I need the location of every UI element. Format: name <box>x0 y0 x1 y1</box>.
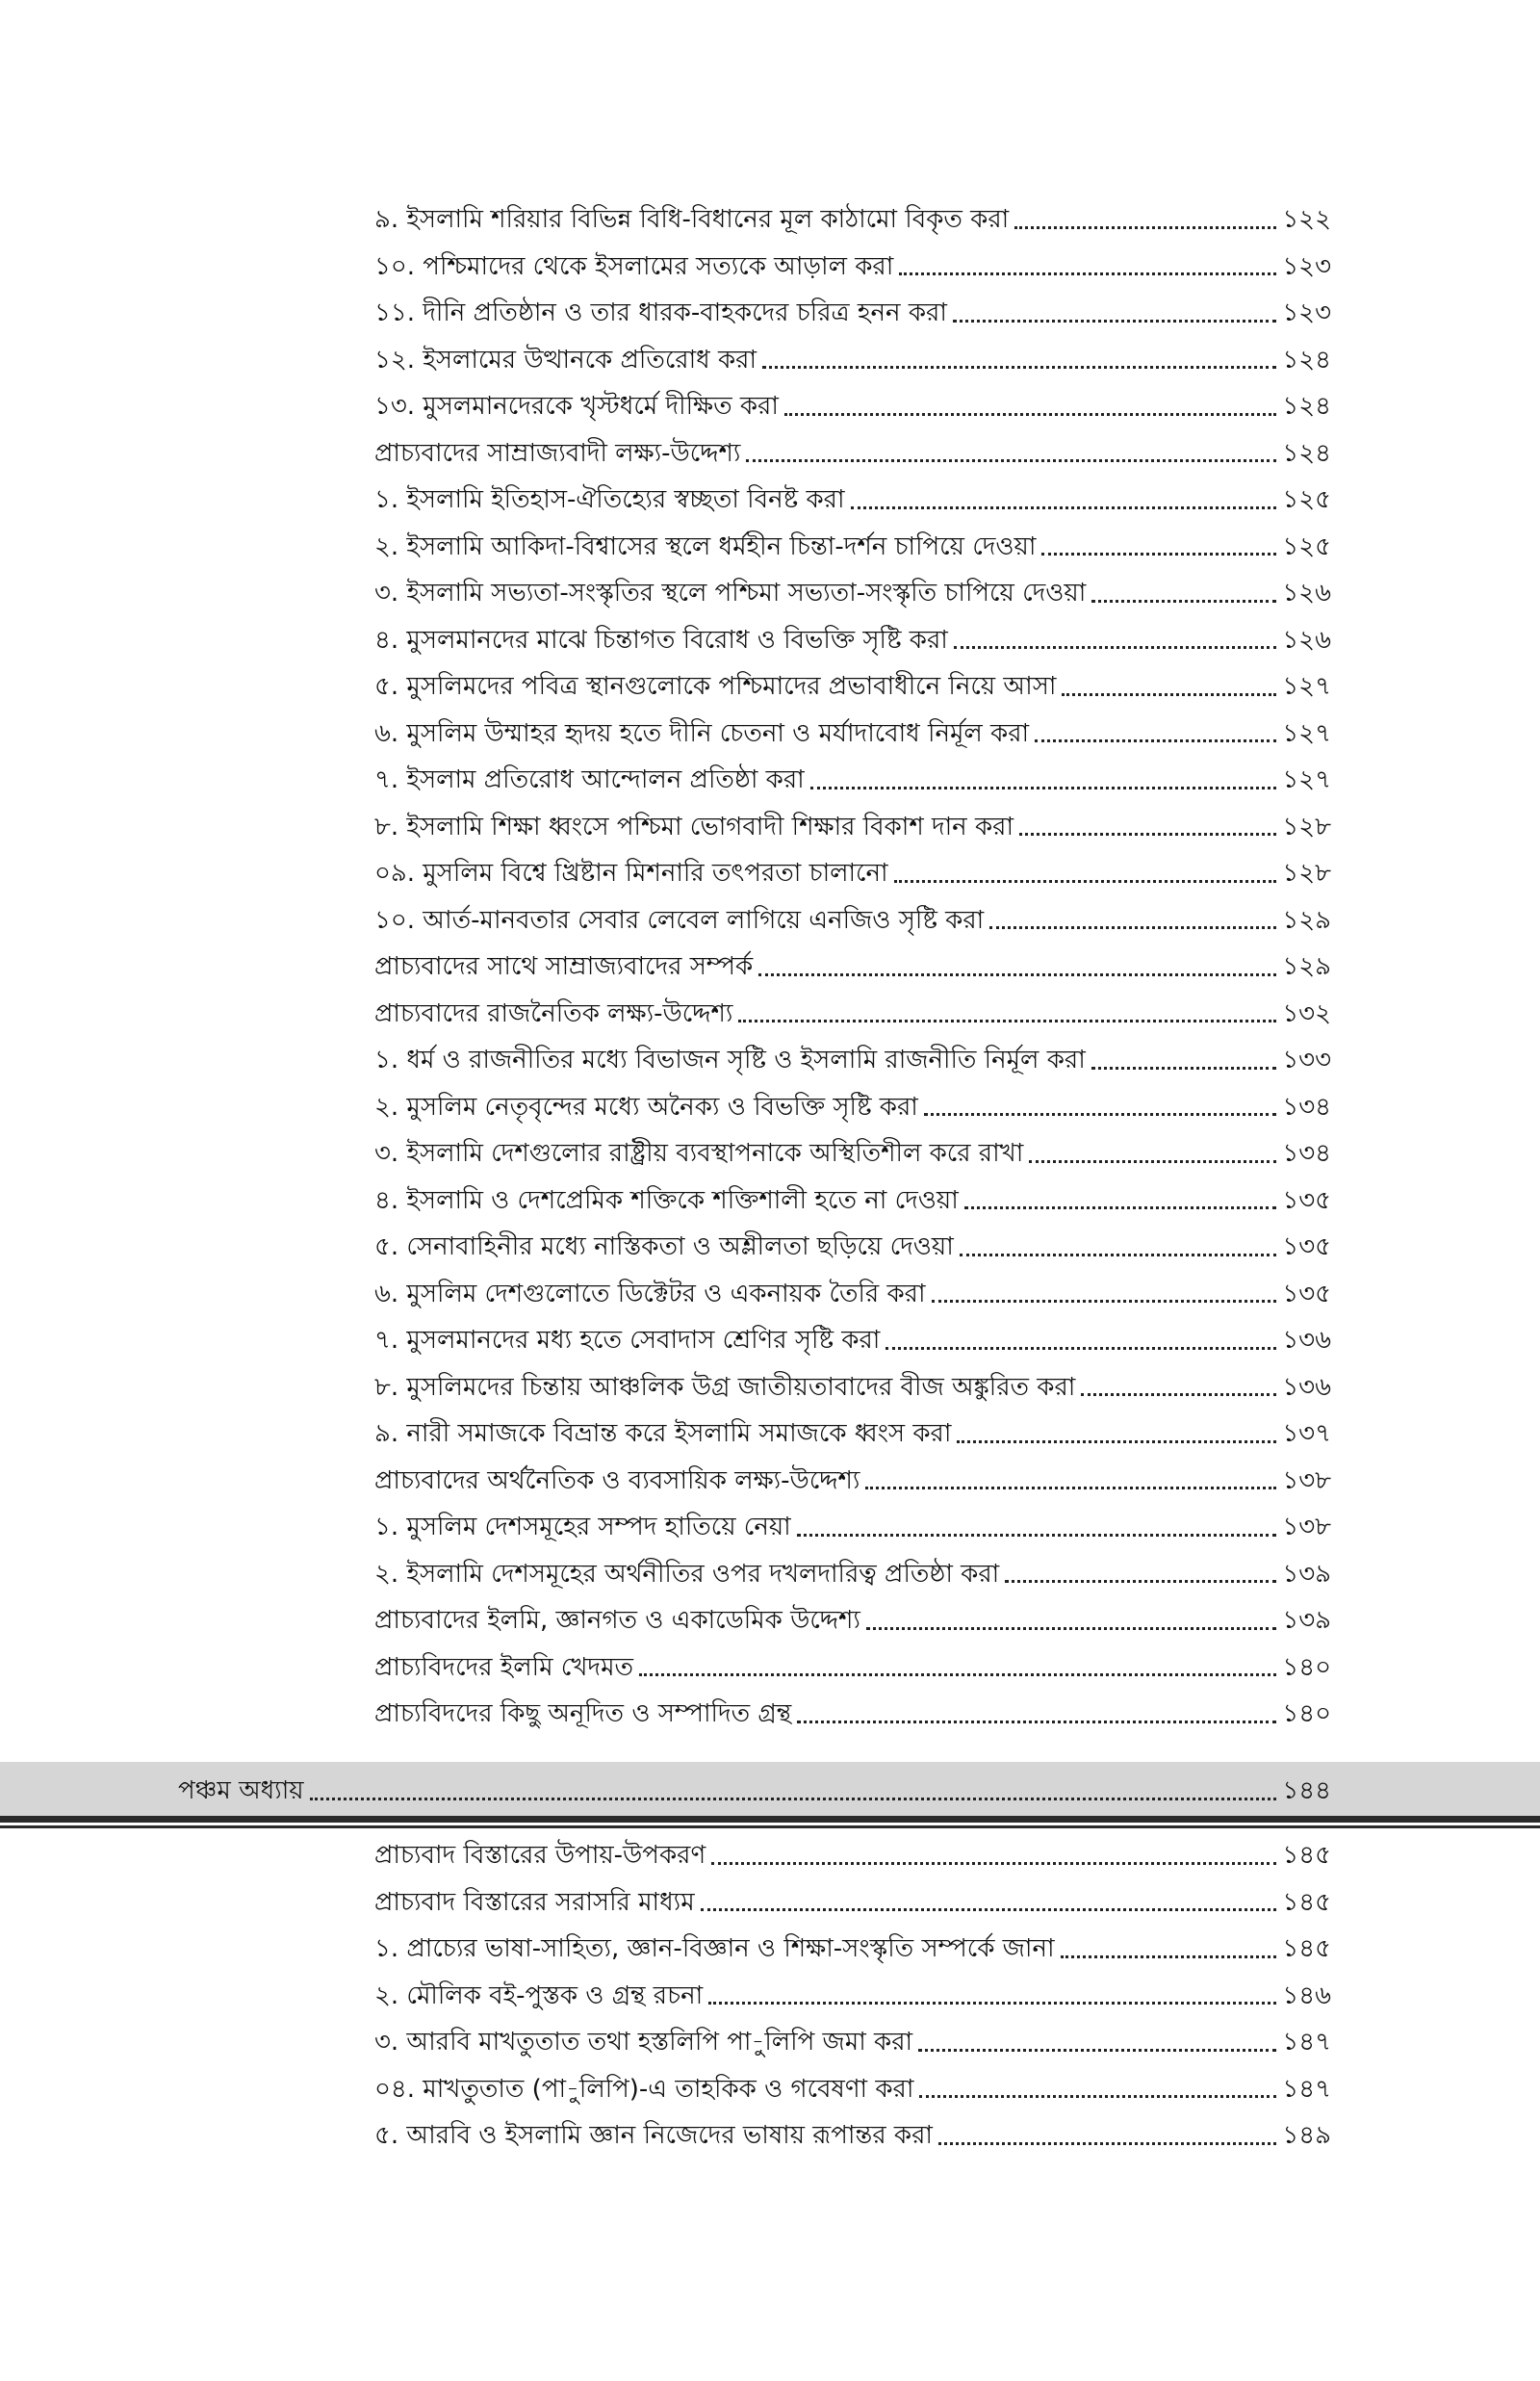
dot-leader <box>784 413 1276 416</box>
toc-entry-title: ১. প্রাচ্যের ভাষা-সাহিত্য, জ্ঞান-বিজ্ঞান ও শিক্ষা-সংস্কৃতি সম্পর্কে জানা <box>374 1934 1055 1963</box>
toc-entry-title: ৭. ইসলাম প্রতিরোধ আন্দোলন প্রতিষ্ঠা করা <box>374 765 805 794</box>
toc-entry-page-number: ১২৬ <box>1282 579 1331 608</box>
toc-entry[interactable] <box>374 1130 1331 1178</box>
toc-entry-title: ০৪. মাখতুতাত (পা-ুলিপি)-এ তাহকিক ও গবেষণা করা <box>374 2074 914 2104</box>
toc-entry[interactable] <box>374 1551 1331 1598</box>
toc-entry-page-number: ১৪৫ <box>1282 1841 1331 1870</box>
toc-entry[interactable] <box>374 337 1331 384</box>
toc-entry-page-number: ১২৬ <box>1282 625 1331 655</box>
toc-entry-page-number: ১৩৩ <box>1282 1046 1331 1074</box>
dot-leader <box>1005 1580 1276 1583</box>
toc-entry-title: ৫. মুসলিমদের পবিত্র স্থানগুলোকে পশ্চিমাদের প্রভাবাধীনে নিয়ে আসা <box>374 672 1057 701</box>
dot-leader <box>960 1254 1277 1256</box>
toc-entry-title: ৩. ইসলামি দেশগুলোর রাষ্ট্রীয় ব্যবস্থাপনাকে অস্থিতিশীল করে রাখা <box>374 1139 1024 1168</box>
toc-entry[interactable] <box>374 290 1331 337</box>
dot-leader <box>1041 553 1276 556</box>
toc-entry-title: ৭. মুসলমানদের মধ্য হতে সেবাদাস শ্রেণির সৃষ্টি করা <box>374 1326 881 1355</box>
toc-entry-title: ২. মুসলিম নেতৃবৃন্দের মধ্যে অনৈক্য ও বিভক্তি সৃষ্টি করা <box>374 1092 918 1122</box>
toc-entry-page-number: ১২৯ <box>1282 905 1331 935</box>
toc-entry-page-number: ১২৮ <box>1282 812 1331 841</box>
dot-leader <box>1091 600 1276 603</box>
toc-entry[interactable] <box>374 663 1331 711</box>
toc-entry-title: ০৯. মুসলিম বিশ্বে খ্রিষ্টান মিশনারি তৎপরতা চালানো <box>374 859 888 888</box>
toc-entry[interactable] <box>374 383 1331 430</box>
toc-entry-page-number: ১২৪ <box>1282 345 1331 375</box>
toc-entry-page-number: ১৩৫ <box>1282 1279 1331 1308</box>
toc-entry-title: ৯. ইসলামি শরিয়ার বিভিন্ন বিধি-বিধানের মূল কাঠামো বিকৃত করা <box>374 205 1010 234</box>
toc-entry-title: ৮. ইসলামি শিক্ষা ধ্বংসে পশ্চিমা ভোগবাদী শিক্ষার বিকাশ দান করা <box>374 812 1014 841</box>
dot-leader <box>954 646 1276 649</box>
toc-entry-title: ৯. নারী সমাজকে বিভ্রান্ত করে ইসলামি সমাজকে ধ্বংস করা <box>374 1419 952 1448</box>
dot-leader <box>957 1440 1276 1443</box>
toc-entry-title: ৫. সেনাবাহিনীর মধ্যে নাস্তিকতা ও অশ্লীলতা ছড়িয়ে দেওয়া <box>374 1232 954 1261</box>
toc-entry-title: ১০. আর্ত-মানবতার সেবার লেবেল লাগিয়ে এনজিও সৃষ্টি করা <box>374 905 985 935</box>
toc-entry[interactable] <box>374 430 1331 478</box>
toc-entry-page-number: ১২৪ <box>1282 438 1331 468</box>
dot-leader <box>918 2049 1276 2052</box>
toc-entry-title: ৫. আরবি ও ইসলামি জ্ঞান নিজেদের ভাষায় রূপান্তর করা <box>374 2121 933 2150</box>
toc-entry-page-number: ১২৭ <box>1282 765 1331 794</box>
toc-entry-title: ১. ধর্ম ও রাজনীতির মধ্যে বিভাজন সৃষ্টি ও ইসলামি রাজনীতি নির্মূল করা <box>374 1046 1086 1074</box>
toc-entry-title: ৬. মুসলিম উম্মাহর হৃদয় হতে দীনি চেতনা ও মর্যাদাবোধ নির্মূল করা <box>374 718 1030 748</box>
dot-leader <box>932 1300 1277 1303</box>
dot-leader <box>797 1721 1276 1723</box>
toc-entry-page-number: ১৪০ <box>1282 1652 1331 1682</box>
chapter-divider-thin <box>0 1825 1540 1828</box>
toc-entry[interactable] <box>374 2112 1331 2160</box>
chapter-page-number: ১৪৪ <box>1282 1776 1331 1805</box>
dot-leader <box>866 1627 1276 1630</box>
toc-entry[interactable] <box>374 570 1331 617</box>
dot-leader <box>894 880 1277 883</box>
toc-entry-page-number: ১২৫ <box>1282 531 1331 561</box>
toc-entry[interactable] <box>374 1879 1331 1927</box>
toc-entry-title: ১২. ইসলামের উত্থানকে প্রতিরোধ করা <box>374 345 757 375</box>
toc-entry-title: ১০. পশ্চিমাদের থেকে ইসলামের সত্যকে আড়াল করা <box>374 251 894 281</box>
dot-leader <box>1062 693 1276 696</box>
toc-entry[interactable] <box>374 1597 1331 1644</box>
dot-leader <box>708 2002 1276 2005</box>
chapter-divider-thick <box>0 1816 1540 1823</box>
toc-entry[interactable] <box>374 991 1331 1038</box>
toc-entry-title: ১. মুসলিম দেশসমূহের সম্পদ হাতিয়ে নেয়া <box>374 1513 791 1541</box>
toc-entry-page-number: ১৪৭ <box>1282 2028 1331 2057</box>
toc-entry[interactable] <box>374 1037 1331 1084</box>
toc-entry-title: ৩. আরবি মাখতুতাত তথা হস্তলিপি পা-ুলিপি জমা করা <box>374 2028 913 2057</box>
toc-entry-title: ৪. মুসলমানদের মাঝে চিন্তাগত বিরোধ ও বিভক্তি সৃষ্টি করা <box>374 625 948 655</box>
toc-entry-title: ৩. ইসলামি সভ্যতা-সংস্কৃতির স্থলে পশ্চিমা সভ্যতা-সংস্কৃতি চাপিয়ে দেওয়া <box>374 579 1087 608</box>
toc-entry-title: ২. ইসলামি দেশসমূহের অর্থনীতির ওপর দখলদারিত্ব প্রতিষ্ঠা করা <box>374 1559 1000 1589</box>
toc-entry[interactable] <box>374 711 1331 758</box>
toc-entry-title: ৮. মুসলিমদের চিন্তায় আঞ্চলিক উগ্র জাতীয়তাবাদের বীজ অঙ্কুরিত করা <box>374 1372 1076 1402</box>
toc-entry[interactable] <box>374 617 1331 664</box>
toc-entry[interactable] <box>374 477 1331 524</box>
dot-leader <box>919 2095 1276 2098</box>
toc-entry[interactable] <box>374 1410 1331 1458</box>
toc-entry-title: ১. ইসলামি ইতিহাস-ঐতিহ্যের স্বচ্ছতা বিনষ্ট করা <box>374 485 845 514</box>
dot-leader <box>310 1798 1277 1800</box>
dot-leader <box>1029 1160 1276 1163</box>
toc-entry-page-number: ১৩৬ <box>1282 1326 1331 1355</box>
toc-entry-title: প্রাচ্যবাদ বিস্তারের উপায়-উপকরণ <box>374 1841 706 1870</box>
dot-leader <box>738 1020 1276 1022</box>
dot-leader <box>851 506 1277 509</box>
dot-leader <box>1061 1955 1277 1958</box>
toc-entry-page-number: ১৩৮ <box>1282 1513 1331 1541</box>
toc-entry[interactable] <box>374 2066 1331 2113</box>
dot-leader <box>1035 739 1276 742</box>
toc-entry[interactable] <box>374 1644 1331 1692</box>
toc-entry[interactable] <box>374 1224 1331 1271</box>
toc-entry-title: প্রাচ্যবাদের রাজনৈতিক লক্ষ্য-উদ্দেশ্য <box>374 998 733 1028</box>
toc-entry[interactable] <box>374 804 1331 851</box>
dot-leader <box>810 787 1277 789</box>
toc-entry-page-number: ১৪৫ <box>1282 1887 1331 1917</box>
toc-entry[interactable] <box>374 1458 1331 1505</box>
toc-entry-title: প্রাচ্যবিদদের ইলমি খেদমত <box>374 1652 634 1682</box>
toc-entry[interactable] <box>374 196 1331 244</box>
toc-entry-page-number: ১৩২ <box>1282 998 1331 1028</box>
dot-leader <box>989 926 1276 929</box>
dot-leader <box>758 973 1276 976</box>
dot-leader <box>899 272 1276 275</box>
dot-leader <box>865 1487 1276 1489</box>
toc-entry-page-number: ১৩৮ <box>1282 1465 1331 1495</box>
toc-entry[interactable] <box>374 1178 1331 1225</box>
toc-entry-page-number: ১৪৬ <box>1282 1980 1331 2010</box>
toc-entry[interactable] <box>374 1364 1331 1411</box>
toc-entry-page-number: ১৩৬ <box>1282 1372 1331 1402</box>
toc-entry-page-number: ১২৫ <box>1282 485 1331 514</box>
toc-entry-title: ৪. ইসলামি ও দেশপ্রেমিক শক্তিকে শক্তিশালী হতে না দেওয়া <box>374 1185 959 1215</box>
dot-leader <box>711 1862 1276 1865</box>
toc-entry-title: ১৩. মুসলমানদেরকে খৃস্টধর্মে দীক্ষিত করা <box>374 392 779 421</box>
toc-entry-page-number: ১২৭ <box>1282 672 1331 701</box>
dot-leader <box>1019 833 1276 836</box>
dot-leader <box>639 1673 1276 1676</box>
toc-list-bottom <box>374 1832 1331 2160</box>
toc-entry-page-number: ১৩৯ <box>1282 1606 1331 1635</box>
toc-entry[interactable] <box>374 1691 1331 1738</box>
dot-leader <box>1014 226 1276 229</box>
dot-leader <box>938 2142 1276 2145</box>
toc-list-top <box>374 196 1331 1738</box>
toc-entry-title: প্রাচ্যবাদের সাম্রাজ্যবাদী লক্ষ্য-উদ্দেশ্য <box>374 438 741 468</box>
toc-entry-page-number: ১৩৯ <box>1282 1559 1331 1589</box>
toc-entry-title: ৬. মুসলিম দেশগুলোতে ডিক্টেটর ও একনায়ক তৈরি করা <box>374 1279 926 1308</box>
toc-entry-page-number: ১৪৫ <box>1282 1934 1331 1963</box>
toc-entry[interactable] <box>374 1832 1331 1879</box>
toc-entry-title: প্রাচ্যবাদের সাথে সাম্রাজ্যবাদের সম্পর্ক <box>374 952 754 981</box>
toc-entry-page-number: ১২৩ <box>1282 298 1331 327</box>
dot-leader <box>1081 1393 1276 1396</box>
toc-entry-title: প্রাচ্যবাদের ইলমি, জ্ঞানগত ও একাডেমিক উদ্দেশ্য <box>374 1606 860 1635</box>
toc-entry-page-number: ১৩৪ <box>1282 1139 1331 1168</box>
toc-entry[interactable] <box>374 2019 1331 2066</box>
dot-leader <box>1091 1067 1277 1070</box>
toc-entry-title: ২. মৌলিক বই-পুস্তক ও গ্রন্থ রচনা <box>374 1980 704 2010</box>
dot-leader <box>924 1113 1277 1116</box>
toc-entry-page-number: ১৩৫ <box>1282 1232 1331 1261</box>
toc-entry-page-number: ১৪৯ <box>1282 2121 1331 2150</box>
toc-entry-page-number: ১৪৭ <box>1282 2074 1331 2104</box>
toc-entry-page-number: ১২২ <box>1282 205 1331 234</box>
dot-leader <box>701 1908 1277 1911</box>
dot-leader <box>762 366 1276 369</box>
toc-entry-title: প্রাচ্যবিদদের কিছু অনূদিত ও সম্পাদিত গ্রন্থ <box>374 1699 792 1728</box>
toc-entry-page-number: ১৩৭ <box>1282 1419 1331 1448</box>
dot-leader <box>886 1347 1276 1350</box>
toc-entry-page-number: ১২৮ <box>1282 859 1331 888</box>
dot-leader <box>797 1534 1277 1537</box>
toc-entry-page-number: ১২৩ <box>1282 251 1331 281</box>
toc-entry[interactable] <box>374 1084 1331 1131</box>
toc-entry[interactable] <box>374 244 1331 291</box>
toc-entry-title: প্রাচ্যবাদ বিস্তারের সরাসরি মাধ্যম <box>374 1887 695 1917</box>
toc-entry[interactable] <box>374 897 1331 945</box>
toc-entry[interactable] <box>374 1973 1331 2020</box>
toc-entry[interactable] <box>374 850 1331 897</box>
toc-entry-page-number: ১৩৪ <box>1282 1092 1331 1122</box>
toc-entry[interactable] <box>374 944 1331 991</box>
toc-entry-page-number: ১২৯ <box>1282 952 1331 981</box>
toc-entry[interactable] <box>374 1504 1331 1551</box>
toc-entry[interactable] <box>374 524 1331 571</box>
toc-entry[interactable] <box>374 757 1331 804</box>
toc-entry-page-number: ১৪০ <box>1282 1699 1331 1728</box>
dot-leader <box>953 320 1276 323</box>
chapter-title: পঞ্চম অধ্যায় <box>178 1776 304 1805</box>
toc-entry[interactable] <box>374 1271 1331 1318</box>
toc-entry-title: ১১. দীনি প্রতিষ্ঠান ও তার ধারক-বাহকদের চরিত্র হনন করা <box>374 298 947 327</box>
toc-entry[interactable] <box>374 1317 1331 1364</box>
toc-entry-title: প্রাচ্যবাদের অর্থনৈতিক ও ব্যবসায়িক লক্ষ্য-উদ্দেশ্য <box>374 1465 860 1495</box>
toc-entry-title: ২. ইসলামি আকিদা-বিশ্বাসের স্থলে ধর্মহীন চিন্তা-দর্শন চাপিয়ে দেওয়া <box>374 531 1037 561</box>
dot-leader <box>964 1206 1277 1209</box>
toc-entry-page-number: ১২৪ <box>1282 392 1331 421</box>
toc-entry[interactable] <box>374 1926 1331 1973</box>
chapter-entry[interactable] <box>178 1768 1331 1815</box>
toc-entry-page-number: ১২৭ <box>1282 718 1331 748</box>
dot-leader <box>746 459 1276 462</box>
toc-entry-page-number: ১৩৫ <box>1282 1185 1331 1215</box>
